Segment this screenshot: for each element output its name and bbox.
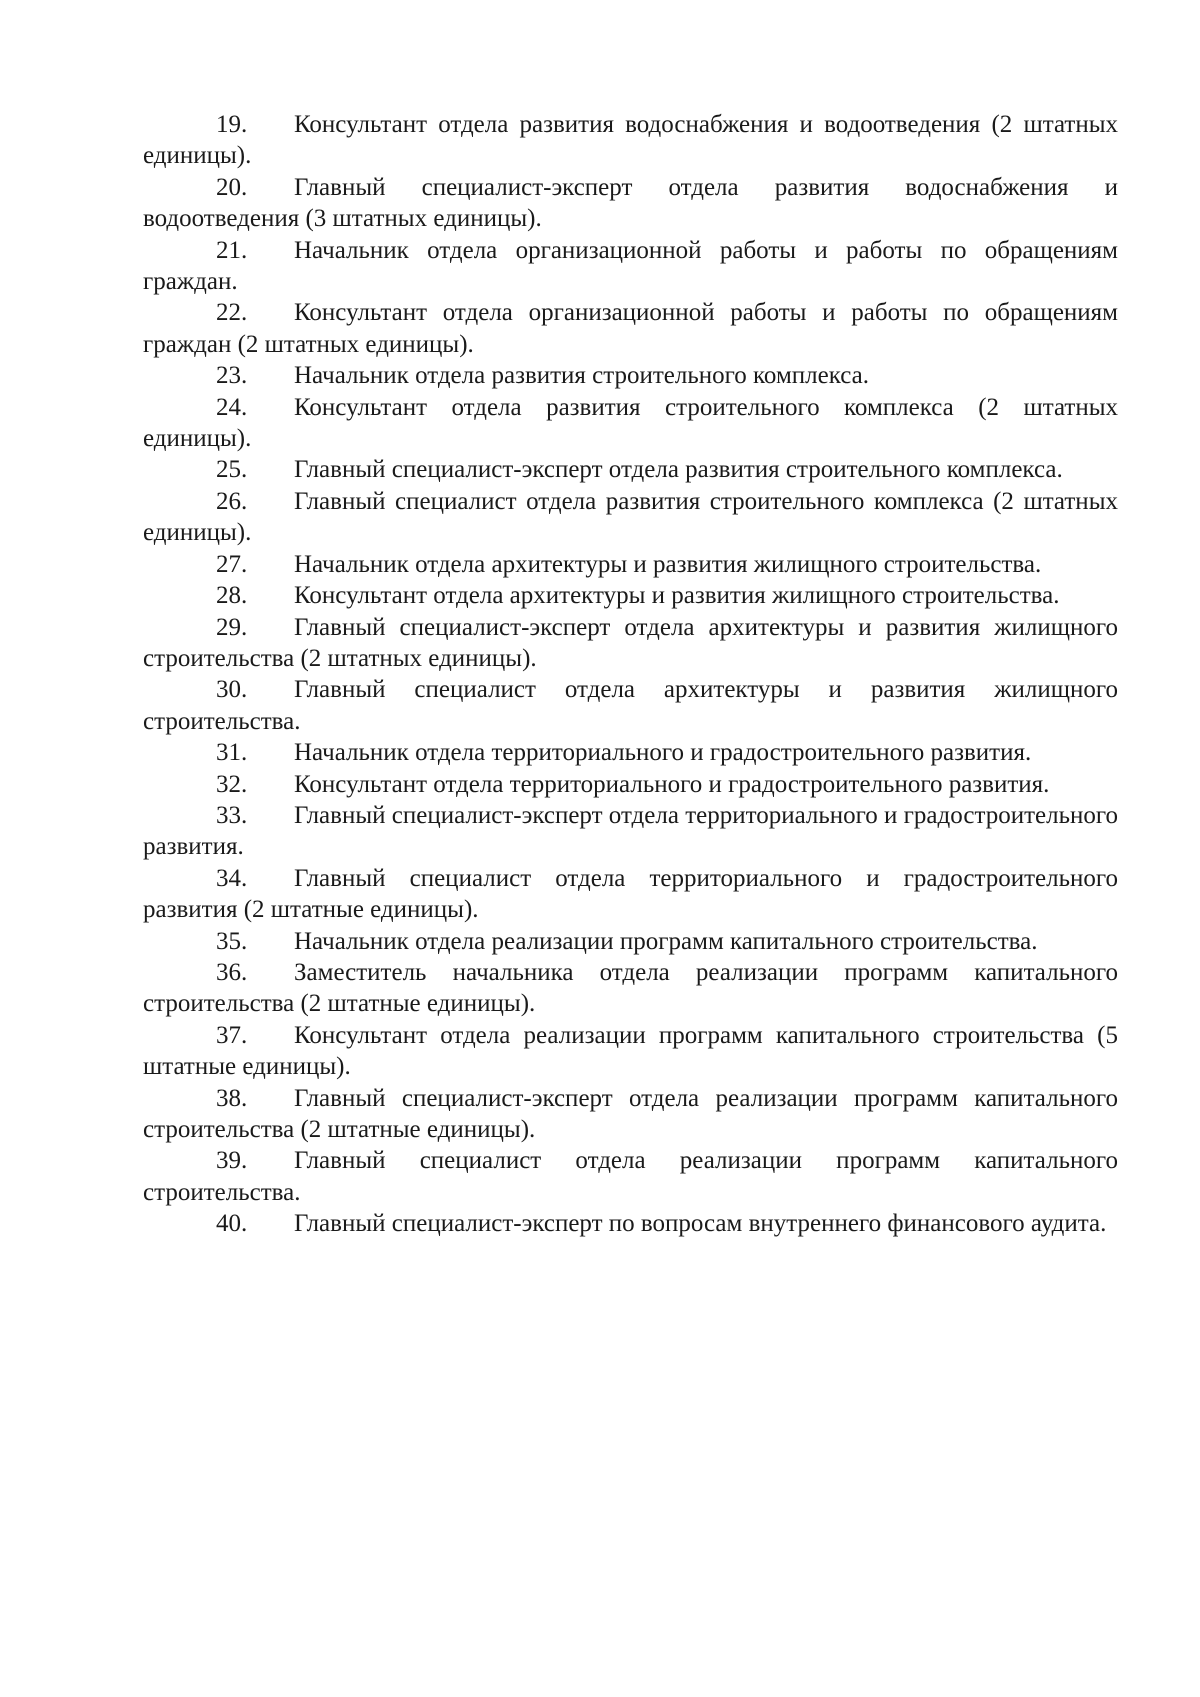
list-item bbox=[143, 926, 1118, 957]
list-item bbox=[143, 800, 1118, 863]
item-text: Консультант отдела развития водоснабжения и водоотведения (2 штатных единицы). bbox=[143, 111, 1118, 170]
item-text: Консультант отдела архитектуры и развития жилищного строительства. bbox=[294, 582, 1060, 610]
item-number: 20. bbox=[216, 173, 248, 201]
staff-position-list bbox=[143, 109, 1118, 1240]
item-number: 31. bbox=[216, 739, 248, 767]
item-number: 22. bbox=[216, 299, 248, 327]
list-item bbox=[143, 109, 1118, 172]
item-text: Консультант отдела территориального и градостроительного развития. bbox=[294, 770, 1050, 798]
list-item bbox=[143, 612, 1118, 675]
item-text: Начальник отдела реализации программ капитального строительства. bbox=[294, 927, 1038, 955]
item-text: Главный специалист-эксперт отдела реализации программ капитального строительства (2 штатные единицы). bbox=[143, 1084, 1118, 1143]
list-item bbox=[143, 360, 1118, 391]
item-number: 39. bbox=[216, 1147, 248, 1175]
list-item bbox=[143, 957, 1118, 1020]
list-item bbox=[143, 172, 1118, 235]
list-item bbox=[143, 549, 1118, 580]
item-text: Главный специалист-эксперт отдела развития строительного комплекса. bbox=[294, 456, 1063, 484]
item-number: 21. bbox=[216, 236, 248, 264]
item-number: 27. bbox=[216, 550, 248, 578]
list-item bbox=[143, 486, 1118, 549]
item-text: Главный специалист-эксперт отдела развития водоснабжения и водоотведения (3 штатных единицы). bbox=[143, 173, 1118, 233]
item-text: Начальник отдела территориального и градостроительного развития. bbox=[294, 739, 1032, 767]
list-item bbox=[143, 769, 1118, 800]
item-text: Консультант отдела реализации программ капитального строительства (5 штатные единицы). bbox=[143, 1021, 1118, 1081]
item-number: 29. bbox=[216, 613, 248, 641]
item-text: Главный специалист-эксперт отдела территориального и градостроительного развития. bbox=[143, 801, 1118, 861]
list-item bbox=[143, 737, 1118, 768]
list-item bbox=[143, 392, 1118, 455]
item-number: 30. bbox=[216, 676, 248, 704]
item-text: Консультант отдела организационной работы и работы по обращениям граждан (2 штатных единицы). bbox=[143, 299, 1118, 358]
item-number: 32. bbox=[216, 770, 248, 798]
item-number: 34. bbox=[216, 864, 248, 892]
item-text: Главный специалист отдела архитектуры и развития жилищного строительства. bbox=[143, 676, 1118, 735]
item-number: 38. bbox=[216, 1084, 248, 1112]
item-number: 40. bbox=[216, 1210, 248, 1238]
item-text: Начальник отдела развития строительного комплекса. bbox=[294, 362, 869, 390]
list-item bbox=[143, 1208, 1118, 1239]
item-number: 36. bbox=[216, 958, 248, 986]
list-item bbox=[143, 1020, 1118, 1083]
item-text: Начальник отдела организационной работы и работы по обращениям граждан. bbox=[143, 236, 1118, 296]
item-number: 28. bbox=[216, 582, 248, 610]
list-item bbox=[143, 1083, 1118, 1146]
item-text: Главный специалист отдела развития строительного комплекса (2 штатных единицы). bbox=[143, 487, 1118, 547]
item-number: 25. bbox=[216, 456, 248, 484]
item-text: Консультант отдела развития строительного комплекса (2 штатных единицы). bbox=[143, 393, 1118, 453]
item-text: Заместитель начальника отдела реализации программ капитального строительства (2 штатные единицы). bbox=[143, 958, 1118, 1018]
list-item bbox=[143, 863, 1118, 926]
list-item bbox=[143, 297, 1118, 360]
item-text: Главный специалист-эксперт по вопросам внутреннего финансового аудита. bbox=[294, 1210, 1107, 1238]
item-number: 35. bbox=[216, 927, 248, 955]
item-number: 37. bbox=[216, 1021, 248, 1049]
item-text: Главный специалист-эксперт отдела архитектуры и развития жилищного строительства (2 штатных единицы). bbox=[143, 613, 1118, 672]
item-text: Главный специалист отдела территориального и градостроительного развития (2 штатные единицы). bbox=[143, 864, 1118, 924]
item-number: 23. bbox=[216, 362, 248, 390]
item-text: Главный специалист отдела реализации программ капитального строительства. bbox=[143, 1147, 1118, 1206]
list-item bbox=[143, 454, 1118, 485]
list-item bbox=[143, 674, 1118, 737]
list-item bbox=[143, 580, 1118, 611]
item-number: 19. bbox=[216, 111, 248, 138]
item-text: Начальник отдела архитектуры и развития жилищного строительства. bbox=[294, 550, 1042, 578]
item-number: 26. bbox=[216, 487, 248, 515]
item-number: 24. bbox=[216, 393, 248, 421]
list-item bbox=[143, 235, 1118, 298]
list-item bbox=[143, 1145, 1118, 1208]
item-number: 33. bbox=[216, 801, 248, 829]
